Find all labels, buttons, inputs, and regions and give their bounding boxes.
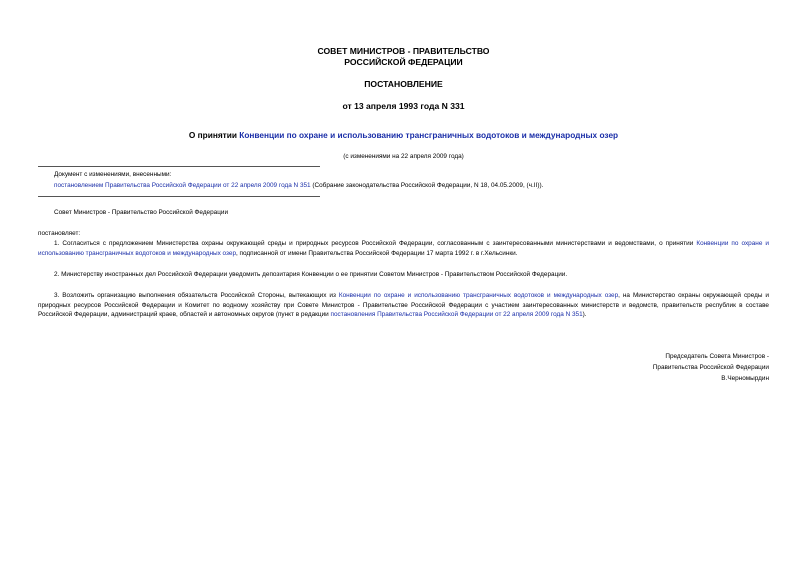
p1-convention-link[interactable]: Конвенции по охране и использованию трансграничных водотоков и международных озер: [38, 240, 769, 257]
changes-decree-link[interactable]: постановлением Правительства Российской Федерации от 22 апреля 2009 года N 351: [54, 182, 311, 189]
paragraph-2: 2. Министерству иностранных дел Российской Федерации уведомить депозитария Конвенции о ее принятии Советом Министров - Правительством Российской Федерации.: [54, 271, 568, 278]
signature-name: В.Черномырдин: [721, 375, 769, 382]
p3-text-a: 3. Возложить организацию выполнения обязательств Российской Стороны, вытекающих из: [54, 292, 339, 299]
changes-top-divider: [38, 166, 320, 167]
changes-bottom-divider: [38, 196, 320, 197]
document-date-number: от 13 апреля 1993 года N 331: [342, 101, 465, 111]
changes-suffix: (Собрание законодательства Российской Федерации, N 18, 04.05.2009, (ч.II)).: [310, 182, 544, 189]
amendment-note: (с изменениями на 22 апреля 2009 года): [343, 153, 464, 160]
p3-text-b: , на Министерство охраны окружающей среды и природных ресурсов Российской Федерации и Комитет по водному хозяйству при Совете Министров - Правительстве Российской Федерации с участием заинтересованных министерств и ведомств, правительств республик в составе Российской Федерации, администраций краев, областей и автономных округов (пункт в редакции: [38, 292, 769, 318]
p3-text-c: ).: [582, 311, 587, 318]
title-convention-link[interactable]: Конвенции по охране и использованию трансграничных водотоков и международных озер: [239, 130, 619, 140]
issuer-text: Совет Министров - Правительство Российской Федерации: [54, 209, 229, 216]
org-name-line2: РОССИЙСКОЙ ФЕДЕРАЦИИ: [344, 57, 463, 67]
changes-reference: [54, 181, 543, 190]
p1-text-a: 1. Согласиться с предложением Министерства охраны окружающей среды и природных ресурсов Российской Федерации, согласованным с заинтересованными министерствами и ведомствами, о принятии: [54, 240, 697, 247]
document-type: ПОСТАНОВЛЕНИЕ: [364, 79, 443, 89]
org-name-line1: СОВЕТ МИНИСТРОВ - ПРАВИТЕЛЬСТВО: [317, 46, 490, 56]
changes-label: Документ с изменениями, внесенными:: [54, 171, 172, 178]
p3-decree-link[interactable]: постановления Правительства Российской Федерации от 22 апреля 2009 года N 351: [330, 311, 583, 318]
p3-convention-link[interactable]: Конвенции по охране и использованию трансграничных водотоков и международных озер: [338, 292, 619, 299]
p1-text-b: , подписанной от имени Правительства Российской Федерации 17 марта 1992 г. в г.Хельсинки.: [236, 249, 518, 257]
paragraph-1: [38, 239, 769, 258]
paragraph-3: [38, 291, 769, 320]
signature-line2: Правительства Российской Федерации: [652, 364, 769, 371]
signature-line1: Председатель Совета Министров -: [665, 353, 769, 360]
decrees-text: постановляет:: [38, 230, 81, 237]
document-title: [0, 130, 807, 141]
title-prefix: О принятии: [188, 130, 240, 140]
